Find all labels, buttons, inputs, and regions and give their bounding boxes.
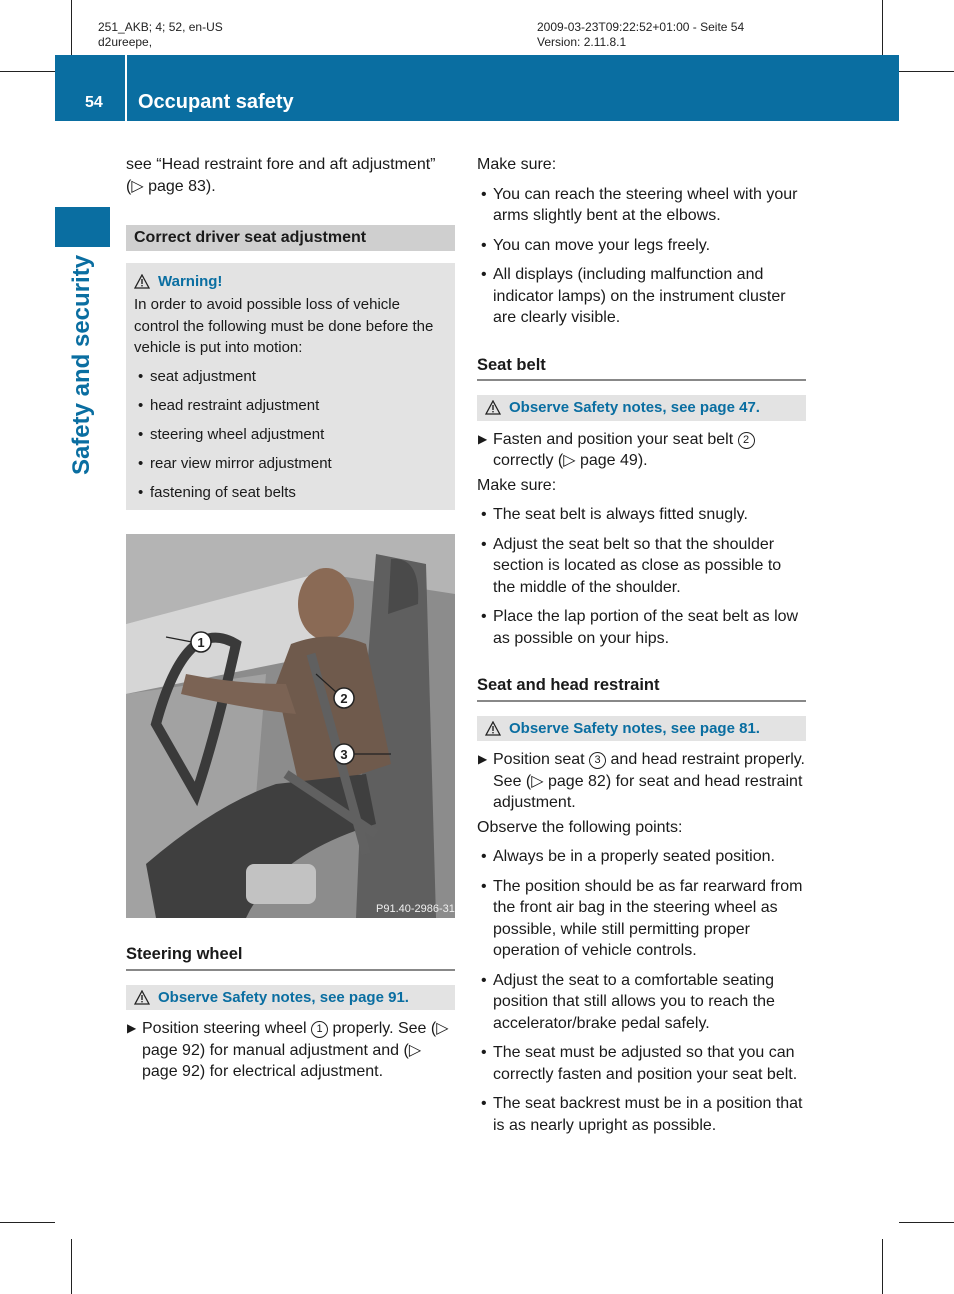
crop-mark <box>882 0 883 55</box>
page-number: 54 <box>85 94 103 111</box>
callout-number: 1 <box>311 1021 328 1038</box>
step-text: and head restraint properly. See (▷ page 82) for seat and head restraint adjustment. <box>493 751 805 811</box>
subheading: Seat belt <box>477 355 806 382</box>
step-text: properly. See (▷ page 92) for manual adjustment and (▷ page 92) for electrical adjustment. <box>142 1020 449 1080</box>
bullet-item: • All displays (including malfunction and indicator lamps) on the instrument cluster are clearly visible. <box>477 264 806 329</box>
warning-heading: Warning! <box>158 272 223 290</box>
side-section-label: Safety and security <box>68 254 95 476</box>
callout-number: 3 <box>589 752 606 769</box>
bullet-item: • You can move your legs freely. <box>477 235 806 257</box>
observe-notes <box>477 716 806 742</box>
figure-code: P91.40-2986-31 <box>376 903 455 915</box>
warning-heading-row <box>134 271 447 293</box>
bullet-item: • Adjust the seat to a comfortable seating position that still allows you to reach the accelerator/brake pedal safely. <box>477 970 806 1035</box>
step-text: Position steering wheel <box>142 1020 307 1037</box>
observe-text: Observe Safety notes, see page 47. <box>509 399 760 416</box>
meta-line: Version: 2.11.8.1 <box>537 35 627 49</box>
instruction-step <box>477 749 806 814</box>
figure-callout: 3 <box>340 747 348 762</box>
bullet-item: • The seat backrest must be in a position that is as nearly upright as possible. <box>477 1093 806 1136</box>
subheading: Steering wheel <box>126 944 455 971</box>
instruction-step <box>126 1018 455 1083</box>
right-column <box>477 154 806 1144</box>
callout-number: 2 <box>738 432 755 449</box>
crop-mark <box>882 1239 883 1294</box>
warning-text: In order to avoid possible loss of vehicle control the following must be done before the vehicle is put into motion: <box>134 296 434 356</box>
warning-triangle-icon <box>134 274 150 289</box>
warning-triangle-icon <box>134 990 150 1005</box>
print-meta-right <box>537 20 744 50</box>
bullet-item: • Always be in a properly seated position. <box>477 846 806 868</box>
intro-text: see “Head restraint fore and aft adjustment” (▷ page 83). <box>126 156 436 195</box>
header-band <box>55 55 899 121</box>
meta-line: 2009-03-23T09:22:52+01:00 - Seite 54 <box>537 20 745 34</box>
bullet-item: • The seat belt is always fitted snugly. <box>477 504 806 526</box>
step-text: Fasten and position your seat belt <box>493 430 734 448</box>
warning-item: • seat adjustment <box>134 366 447 388</box>
arrow-icon: ▶ <box>127 1021 137 1035</box>
instruction-step <box>477 429 806 472</box>
figure-callout: 2 <box>340 691 348 706</box>
figure-callout: 1 <box>197 635 205 650</box>
bullet-item: • The position should be as far rearward from the front air bag in the steering wheel as possible, while still permitting proper operation of vehicle controls. <box>477 876 806 962</box>
arrow-icon: ▶ <box>478 752 488 766</box>
warning-item: • fastening of seat belts <box>134 482 447 504</box>
crop-mark <box>71 0 72 55</box>
side-tab <box>55 207 110 247</box>
make-sure-label: Make sure: <box>477 476 557 494</box>
observe-points-label: Observe the following points: <box>477 818 683 836</box>
meta-line: d2ureepe, <box>98 35 153 49</box>
bullet-item: • The seat must be adjusted so that you can correctly fasten and position your seat belt. <box>477 1042 806 1085</box>
warning-item: • rear view mirror adjustment <box>134 453 447 475</box>
warning-triangle-icon <box>485 721 501 736</box>
warning-triangle-icon <box>485 400 501 415</box>
bullet-item: • Place the lap portion of the seat belt as low as possible on your hips. <box>477 606 806 649</box>
subheading: Seat and head restraint <box>477 675 806 702</box>
crop-mark <box>899 71 954 72</box>
bullet-item: • You can reach the steering wheel with your arms slightly bent at the elbows. <box>477 184 806 227</box>
step-text: correctly (▷ page 49). <box>493 452 648 469</box>
crop-mark <box>0 71 55 72</box>
header-divider <box>125 55 127 121</box>
crop-mark <box>0 1222 55 1223</box>
left-column <box>126 154 455 510</box>
step-text: Position seat <box>493 751 585 768</box>
meta-line: 251_AKB; 4; 52, en-US <box>98 20 223 34</box>
bullet-item: • Adjust the seat belt so that the shoulder section is located as close as possible to the middle of the shoulder. <box>477 534 806 599</box>
steering-section <box>126 944 455 1086</box>
warning-box <box>126 263 455 510</box>
observe-text: Observe Safety notes, see page 81. <box>509 719 760 737</box>
crop-mark <box>71 1239 72 1294</box>
warning-item: • head restraint adjustment <box>134 395 447 417</box>
crop-mark <box>899 1222 954 1223</box>
driver-seat-illustration <box>126 534 455 918</box>
observe-text: Observe Safety notes, see page 91. <box>158 988 409 1006</box>
page-title: Occupant safety <box>138 91 294 113</box>
observe-notes <box>126 985 455 1011</box>
warning-item: • steering wheel adjustment <box>134 424 447 446</box>
print-meta-left <box>98 20 223 50</box>
section-heading: Correct driver seat adjustment <box>126 225 455 251</box>
arrow-icon: ▶ <box>478 431 488 446</box>
observe-notes <box>477 395 806 421</box>
make-sure-label: Make sure: <box>477 156 557 173</box>
